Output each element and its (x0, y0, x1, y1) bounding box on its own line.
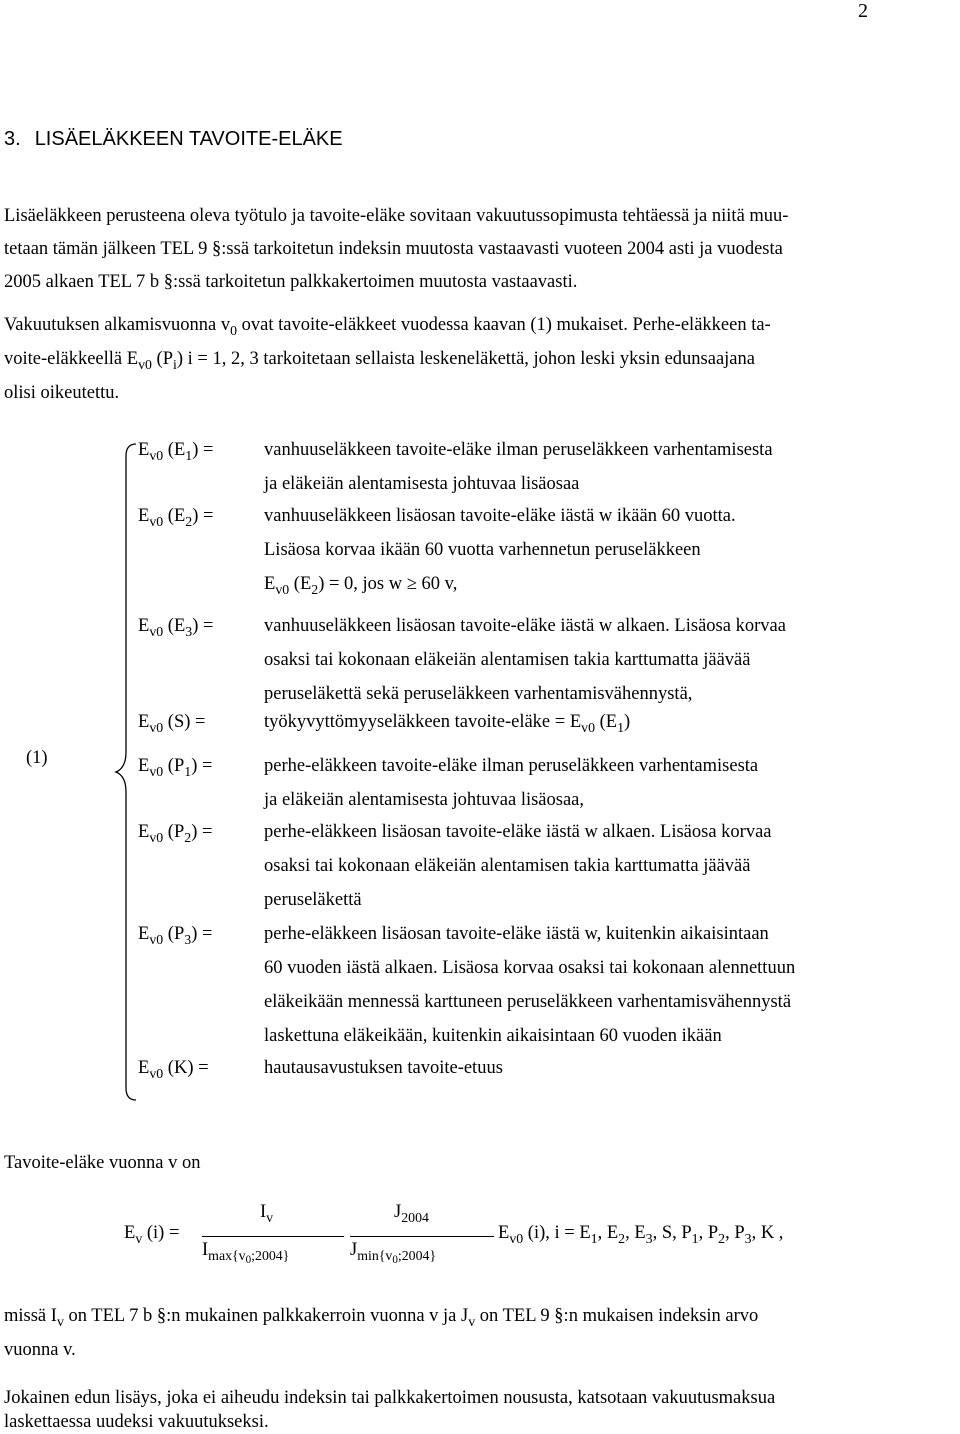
intro-line-1: Lisäeläkkeen perusteena oleva työtulo ja tavoite-eläke sovitaan vakuutussopimusta tehtäessä ja niitä muu- (4, 206, 789, 226)
def-line-2: voite-eläkkeellä $E_{v0}$ $(P_i) i = 1$, 2, 3 tarkoitetaan sellaista leskeneläkettä, johon leski yksin edunsaajana (4, 349, 755, 373)
formula-rhs-line: vanhuuseläkkeen lisäosan tavoite-eläke iästä w ikään 60 vuotta. (264, 506, 736, 526)
bf-den2: $J_{min\{v0;2004\}}$ (350, 1240, 437, 1266)
formula-rhs-line: osaksi tai kokonaan eläkeiän alentamisen takia karttumatta jäävää (264, 856, 751, 876)
missa-line-2: vuonna v. (4, 1340, 76, 1360)
bf-lhs: $E_v$ (i) = (124, 1223, 180, 1247)
bf-den1: $I_{max\{v0;2004\}}$ (202, 1240, 290, 1266)
formula-lhs: $E_{v0}$ $(P_1)$ = (138, 756, 213, 780)
bf-num1: $I_v$ (260, 1202, 274, 1226)
intro-paragraph (4, 200, 954, 299)
intro-line-2: tetaan tämän jälkeen TEL 9 §:ssä tarkoitetun indeksin muutosta vastaavasti vuoteen 2004 asti ja vuodesta (4, 239, 783, 259)
formula-lhs: $E_{v0}$ (K) = (138, 1058, 209, 1082)
formula-rhs-line: peruseläkettä sekä peruseläkkeen varhentamisvähennystä, (264, 684, 693, 704)
formula-lhs: $E_{v0}$ $(P_3)$ = (138, 924, 213, 948)
def-line-1: Vakuutuksen alkamisvuonna $v_0$ ovat tavoite-eläkkeet vuodessa kaavan (1) mukaiset. Perhe-eläkkeen ta- (4, 315, 771, 339)
formula-rhs-line: perhe-eläkkeen tavoite-eläke ilman peruseläkkeen varhentamisesta (264, 756, 759, 776)
section-heading (4, 128, 343, 151)
final-line-1: Jokainen edun lisäys, joka ei aiheudu indeksin tai palkkakertoimen noususta, katsotaan vakuutusmaksua (4, 1388, 776, 1408)
definition-paragraph (4, 309, 954, 410)
page-number: 2 (858, 0, 868, 22)
formula-lhs: $E_{v0}$ $(E_2)$ = (138, 506, 214, 530)
formula-rhs-line: osaksi tai kokonaan eläkeiän alentamisen takia karttumatta jäävää (264, 650, 751, 670)
missa-line-1: missä $I_v$ on TEL 7 b §:n mukainen palkkakerroin vuonna v ja $J_v$ on TEL 9 §:n mukaisen indeksin arvo (4, 1306, 759, 1330)
formula-rhs-line: eläkeikään mennessä karttuneen peruseläkkeen varhentamisvähennystä (264, 992, 792, 1012)
formula-rhs-line: $E_{v0}$ $(E_2) = 0$, jos w ≥ 60 v, (264, 574, 458, 598)
final-paragraph (4, 1386, 954, 1434)
def-line-3: olisi oikeutettu. (4, 383, 120, 403)
formula-lhs: $E_{v0}$ (S) = (138, 712, 206, 736)
formula-lhs: $E_{v0}$ $(E_1)$ = (138, 440, 214, 464)
bf-tail: $E_{v0}$ (i), $i = E_1$, $E_2$, $E_3$, S, $P_1$, $P_2$, $P_3$, K , (498, 1223, 784, 1247)
formula-lhs: $E_{v0}$ $(E_3)$ = (138, 616, 214, 640)
formula-rhs-line: peruseläkettä (264, 890, 362, 910)
missa-paragraph (4, 1300, 954, 1367)
formula-rhs-line: ja eläkeiän alentamisesta johtuvaa lisäosaa (264, 474, 580, 494)
bf-num2: $J_{2004}$ (394, 1202, 429, 1226)
section-title: LISÄELÄKKEEN TAVOITE-ELÄKE (34, 128, 343, 150)
formula-rhs-line: vanhuuseläkkeen lisäosan tavoite-eläke iästä w alkaen. Lisäosa korvaa (264, 616, 786, 636)
formula-rhs-line: perhe-eläkkeen lisäosan tavoite-eläke iästä w, kuitenkin aikaisintaan (264, 924, 769, 944)
formula-rhs-line: 60 vuoden iästä alkaen. Lisäosa korvaa osaksi tai kokonaan alennettuun (264, 958, 796, 978)
formula-rhs-line: Lisäosa korvaa ikään 60 vuotta varhennetun peruseläkkeen (264, 540, 701, 560)
formula-rhs-line: vanhuuseläkkeen tavoite-eläke ilman peruseläkkeen varhentamisesta (264, 440, 773, 460)
intro-line-3: 2005 alkaen TEL 7 b §:ssä tarkoitetun palkkakertoimen muutosta vastaavasti. (4, 272, 578, 292)
formula-rhs-line: hautausavustuksen tavoite-etuus (264, 1058, 503, 1078)
formula-lhs: $E_{v0}$ $(P_2)$ = (138, 822, 213, 846)
formula-label: (1) (26, 748, 48, 768)
formula-rhs-line: laskettuna eläkeikään, kuitenkin aikaisintaan 60 vuoden ikään (264, 1026, 722, 1046)
left-brace (114, 442, 140, 1102)
section-number: 3. (4, 128, 21, 150)
final-line-2: laskettaessa uudeksi vakuutukseksi. (4, 1412, 269, 1432)
bf-fracline-1 (202, 1236, 344, 1237)
formula-rhs-line: ja eläkeiän alentamisesta johtuvaa lisäosaa, (264, 790, 585, 810)
tavoite-line: Tavoite-eläke vuonna v on (4, 1153, 201, 1173)
bottom-formula (124, 1200, 884, 1280)
bf-fracline-2 (350, 1236, 494, 1237)
formula-rhs-line: työkyvyttömyyseläkkeen tavoite-eläke = $E_{v0}$ $(E_1)$ (264, 712, 631, 736)
formula-rhs-line: perhe-eläkkeen lisäosan tavoite-eläke iästä w alkaen. Lisäosa korvaa (264, 822, 772, 842)
